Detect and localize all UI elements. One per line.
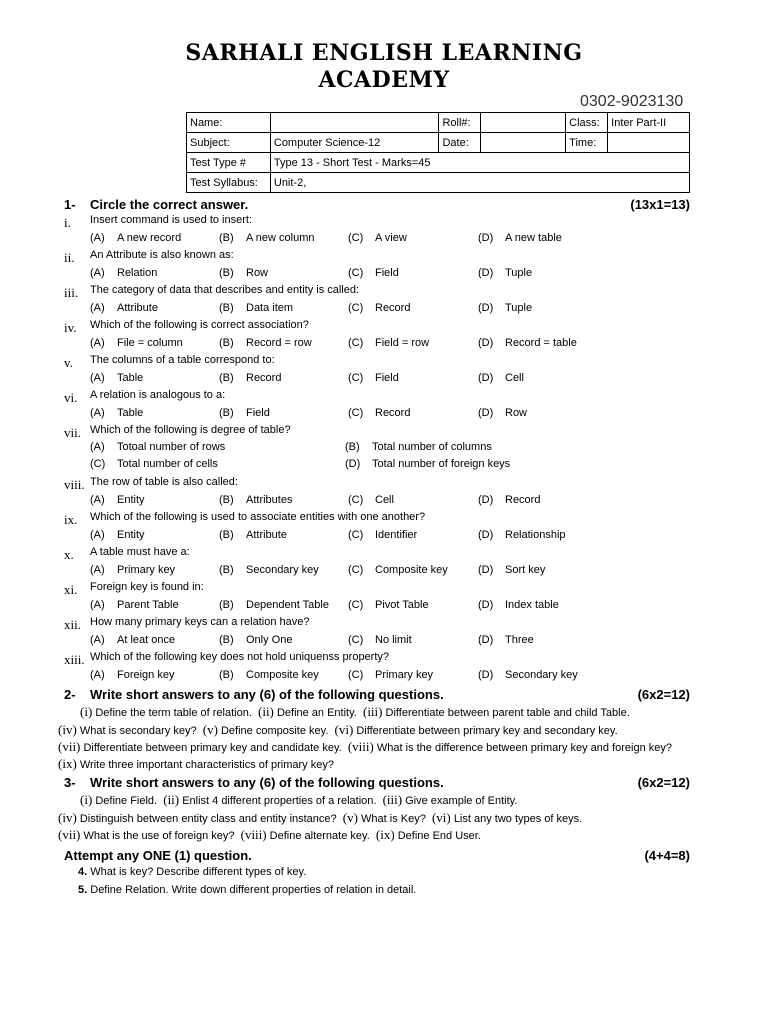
option-d-text: Record (505, 494, 541, 506)
option-a-letter: (A) (90, 529, 105, 541)
mcq-question: An Attribute is also known as: (90, 249, 234, 261)
option-c-text: Field (375, 267, 399, 279)
option-c-letter: (C) (348, 302, 364, 314)
section2-marks: (6x2=12) (637, 687, 690, 702)
option-c-letter: (C) (348, 529, 364, 541)
option-b-letter: (B) (219, 634, 234, 646)
mcq-number: ix. (64, 512, 78, 527)
test-type-label: Test Type # (187, 153, 271, 173)
mcq-question: Which of the following is degree of table? (90, 424, 291, 436)
option-c-letter: (C) (348, 267, 364, 279)
option-c-letter: (C) (348, 599, 364, 611)
option-b-letter: (B) (219, 372, 234, 384)
option-b-letter: (B) (219, 599, 234, 611)
option-c-letter: (C) (348, 232, 364, 244)
option-a-text: Table (117, 407, 144, 419)
option-d-text: Record = table (505, 337, 577, 349)
option-a-letter: (A) (90, 634, 105, 646)
option-c-text: Primary key (375, 669, 434, 681)
section3-number: 3- (64, 775, 76, 790)
option-d-letter: (D) (478, 232, 494, 244)
option-c-text: Total number of cells (117, 458, 218, 470)
section2-title: Write short answers to any (6) of the following questions. (90, 687, 444, 702)
mcq-number: xiii. (64, 652, 85, 667)
section4-title: Attempt any ONE (1) question. (64, 848, 252, 863)
mcq-question: The category of data that describes and entity is called: (90, 284, 360, 296)
option-c-text: A view (375, 232, 407, 244)
option-d-letter: (D) (478, 372, 494, 384)
section2-number: 2- (64, 687, 76, 702)
option-b-text: Field (246, 407, 270, 419)
mcq-number: xii. (64, 617, 81, 632)
option-a-text: Totoal number of rows (117, 441, 226, 453)
option-b-letter: (B) (219, 302, 234, 314)
option-b-text: Composite key (246, 669, 319, 681)
option-d-text: Relationship (505, 529, 566, 541)
option-a-letter: (A) (90, 599, 105, 611)
long-question-4: 4. What is key? Describe different types of key. (78, 866, 307, 878)
short-question-row: (iv) Distinguish between entity class and entity instance? (v) What is Key? (vi) List any two types of keys. (58, 810, 583, 825)
subject-value: Computer Science-12 (270, 133, 439, 153)
short-question-row: (ix) Write three important characteristics of primary key? (58, 756, 334, 771)
option-a-text: Relation (117, 267, 158, 279)
date-field[interactable] (481, 133, 566, 153)
option-b-text: Total number of columns (372, 441, 492, 453)
option-a-letter: (A) (90, 564, 105, 576)
option-d-text: Index table (505, 599, 559, 611)
long-question-5: 5. Define Relation. Write down different properties of relation in detail. (78, 884, 417, 896)
mcq-number: xi. (64, 582, 78, 597)
option-d-text: Tuple (505, 267, 533, 279)
option-a-text: Parent Table (117, 599, 179, 611)
section3-title: Write short answers to any (6) of the following questions. (90, 775, 444, 790)
option-d-text: Secondary key (505, 669, 578, 681)
option-a-letter: (A) (90, 669, 105, 681)
option-a-text: Primary key (117, 564, 176, 576)
mcq-question: The row of table is also called: (90, 476, 238, 488)
mcq-number: x. (64, 547, 74, 562)
option-d-letter: (D) (478, 407, 494, 419)
option-c-letter: (C) (348, 337, 364, 349)
date-label: Date: (439, 133, 481, 153)
option-a-letter: (A) (90, 267, 105, 279)
option-d-letter: (D) (478, 634, 494, 646)
option-a-letter: (A) (90, 372, 105, 384)
option-b-text: Attributes (246, 494, 293, 506)
option-a-text: A new record (117, 232, 182, 244)
student-info-table (186, 112, 690, 193)
name-label: Name: (187, 113, 271, 133)
option-b-text: Record (246, 372, 282, 384)
option-d-text: Row (505, 407, 528, 419)
option-d-text: Sort key (505, 564, 546, 576)
option-a-text: Attribute (117, 302, 158, 314)
name-field[interactable] (270, 113, 439, 133)
syllabus-value: Unit-2, (270, 173, 689, 193)
option-a-text: Entity (117, 529, 145, 541)
option-b-letter: (B) (219, 337, 234, 349)
section3-marks: (6x2=12) (637, 775, 690, 790)
short-question-row: (i) Define the term table of relation. (ii) Define an Entity. (iii) Differentiate between parent table and child Table. (80, 704, 630, 719)
option-b-text: Secondary key (246, 564, 319, 576)
option-c-text: Record (375, 407, 411, 419)
option-a-text: Table (117, 372, 144, 384)
option-a-text: Foreign key (117, 669, 175, 681)
section1-marks: (13x1=13) (630, 197, 690, 212)
mcq-number: iv. (64, 320, 77, 335)
time-label: Time: (566, 133, 608, 153)
phone-number: 0302-9023130 (580, 93, 684, 110)
mcq-number: ii. (64, 250, 75, 265)
time-field[interactable] (608, 133, 690, 153)
option-c-text: Record (375, 302, 411, 314)
option-a-letter: (A) (90, 337, 105, 349)
option-c-letter: (C) (348, 407, 364, 419)
option-a-text: Entity (117, 494, 145, 506)
mcq-question: Foreign key is found in: (90, 581, 204, 593)
option-c-letter: (C) (348, 634, 364, 646)
syllabus-label: Test Syllabus: (187, 173, 271, 193)
mcq-question: The columns of a table correspond to: (90, 354, 275, 366)
option-b-text: Record = row (246, 337, 312, 349)
mcq-question: Which of the following is used to associate entities with one another? (90, 511, 426, 523)
option-b-letter: (B) (219, 407, 234, 419)
option-a-letter: (A) (90, 407, 105, 419)
option-d-text: Tuple (505, 302, 533, 314)
option-d-letter: (D) (478, 267, 494, 279)
option-c-text: Identifier (375, 529, 418, 541)
section4-marks: (4+4=8) (644, 848, 690, 863)
option-d-letter: (D) (478, 669, 494, 681)
option-d-letter: (D) (478, 529, 494, 541)
option-b-letter: (B) (219, 669, 234, 681)
option-d-letter: (D) (478, 599, 494, 611)
option-b-text: Attribute (246, 529, 287, 541)
option-c-letter: (C) (348, 564, 364, 576)
mcq-question: Which of the following key does not hold uniquenss property? (90, 651, 390, 663)
mcq-number: iii. (64, 285, 79, 300)
mcq-question: Insert command is used to insert: (90, 214, 253, 226)
option-d-letter: (D) (478, 564, 494, 576)
option-b-text: Only One (246, 634, 293, 646)
class-label: Class: (566, 113, 608, 133)
mcq-number: vi. (64, 390, 78, 405)
option-b-letter: (B) (219, 529, 234, 541)
academy-title-line1: SARHALI ENGLISH LEARNING (185, 40, 583, 66)
roll-field[interactable] (481, 113, 566, 133)
mcq-question: How many primary keys can a relation have? (90, 616, 310, 628)
option-d-letter: (D) (478, 494, 494, 506)
option-d-text: A new table (505, 232, 562, 244)
mcq-question: A relation is analogous to a: (90, 389, 226, 401)
short-question-row: (vii) Differentiate between primary key and candidate key. (viii) What is the difference between primary key and foreign key? (58, 739, 673, 754)
short-question-row: (vii) What is the use of foreign key? (viii) Define alternate key. (ix) Define End User. (58, 827, 481, 842)
short-question-row: (i) Define Field. (ii) Enlist 4 different properties of a relation. (iii) Give example of Entity. (80, 792, 518, 807)
option-d-text: Three (505, 634, 534, 646)
mcq-number: i. (64, 215, 71, 230)
option-a-text: File = column (117, 337, 183, 349)
option-b-text: Data item (246, 302, 294, 314)
mcq-question: Which of the following is correct association? (90, 319, 309, 331)
option-b-letter: (B) (219, 267, 234, 279)
option-d-text: Cell (505, 372, 524, 384)
section1-title: Circle the correct answer. (90, 197, 249, 212)
option-b-text: Row (246, 267, 269, 279)
option-a-letter: (A) (90, 441, 105, 453)
option-b-letter: (B) (345, 441, 360, 453)
option-b-letter: (B) (219, 494, 234, 506)
option-d-text: Total number of foreign keys (372, 458, 511, 470)
mcq-question: A table must have a: (90, 546, 190, 558)
option-b-text: Dependent Table (246, 599, 329, 611)
option-d-letter: (D) (478, 302, 494, 314)
option-b-letter: (B) (219, 232, 234, 244)
option-b-letter: (B) (219, 564, 234, 576)
option-c-text: Cell (375, 494, 394, 506)
section1-number: 1- (64, 197, 76, 212)
option-c-text: Pivot Table (375, 599, 429, 611)
mcq-number: viii. (64, 477, 85, 492)
option-c-text: Field (375, 372, 399, 384)
option-a-letter: (A) (90, 232, 105, 244)
option-c-text: Field = row (375, 337, 430, 349)
option-c-letter: (C) (348, 494, 364, 506)
option-b-text: A new column (246, 232, 315, 244)
option-c-letter: (C) (348, 669, 364, 681)
option-a-letter: (A) (90, 494, 105, 506)
option-a-text: At leat once (117, 634, 176, 646)
option-c-text: Composite key (375, 564, 448, 576)
short-question-row: (iv) What is secondary key? (v) Define composite key. (vi) Differentiate between primary key and secondary key. (58, 722, 618, 737)
option-c-letter: (C) (90, 458, 106, 470)
subject-label: Subject: (187, 133, 271, 153)
academy-title-line2: ACADEMY (318, 67, 450, 93)
roll-label: Roll#: (439, 113, 481, 133)
option-a-letter: (A) (90, 302, 105, 314)
option-c-letter: (C) (348, 372, 364, 384)
class-value: Inter Part-II (608, 113, 690, 133)
test-type-value: Type 13 - Short Test - Marks=45 (270, 153, 689, 173)
mcq-number: v. (64, 355, 73, 370)
option-d-letter: (D) (345, 458, 361, 470)
option-d-letter: (D) (478, 337, 494, 349)
option-c-text: No limit (375, 634, 412, 646)
mcq-number: vii. (64, 425, 81, 440)
